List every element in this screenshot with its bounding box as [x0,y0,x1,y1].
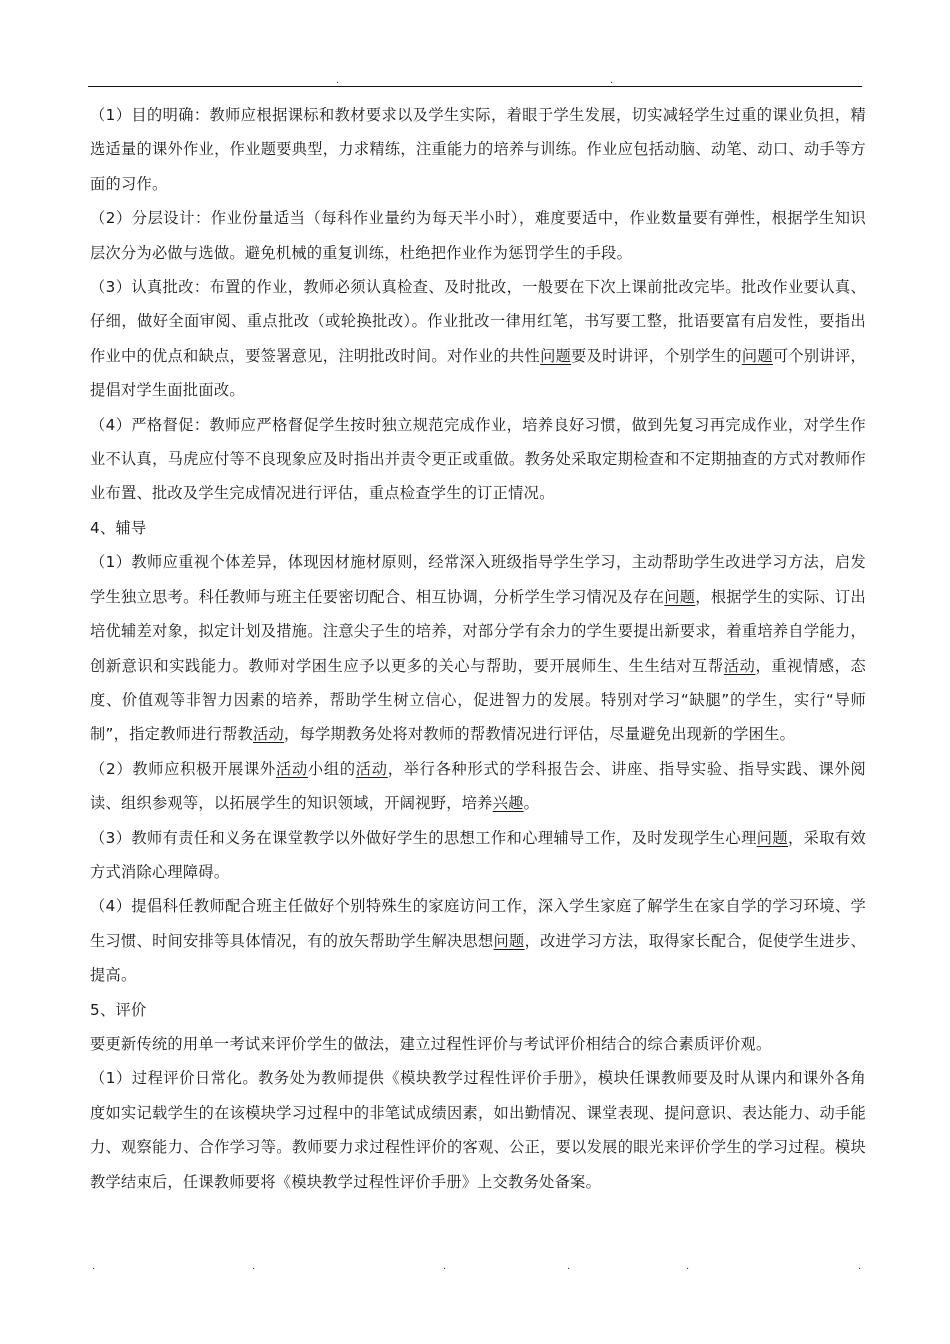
footer-dot: . [686,1261,690,1272]
text-run: 要更新传统的用单一考试来评价学生的做法，建立过程性评价与考试评价相结合的综合素质评价观。 [90,1034,772,1053]
text-run: （4）严格督促：教师应严格督促学生按时独立规范完成作业，培养良好习惯，做到先复习再完成作业，对学生作业不认真，马虎应付等不良现象应及时指出并责令更正或重做。教务处采取定期检查和不定期抽查的方式对教师作业布置、批改及学生完成情况进行评估，重点检查学生的订正情况。 [90,415,866,503]
paragraph [90,1061,866,1199]
paragraph [90,408,866,511]
underlined-term: 问题 [540,346,572,365]
text-run: （1）目的明确：教师应根据课标和教材要求以及学生实际，着眼于学生发展，切实减轻学生过重的课业负担，精选适量的课外作业，作业题要典型，力求精练，注重能力的培养与训练。作业应包括动脑、动笔、动口、动手等方面的习作。 [90,106,866,193]
header-rule [88,86,862,87]
text-run: （3）认真批改：布置的作业，教师必须认真检查、及时批改，一般要在下次上课前批改完毕。批改作业要认真、仔细，做好全面审阅、重点批改（或轮换批改）。作业批改一律用红笔，书写要工整，批语要富有启发性，要指出作业中的优点和缺点，要签署意见，注明批改时间。对作业的共性 [90,278,866,365]
footer-dot: . [92,1261,96,1272]
text-run: （3）教师有责任和义务在课堂教学以外做好学生的思想工作和心理辅导工作，及时发现学生心理 [90,828,757,847]
header-dot-right: . [610,75,614,86]
text-run: ，举行各种形式的学科报告会、讲座、指导实验、指导实践、课外阅读、组织参观等，以拓展学生的知识领域，开阔视野，培养 [90,759,867,813]
underlined-term: 活动 [253,725,285,744]
paragraph [90,752,866,821]
text-run: （2）分层设计：作业份量适当（每科作业量约为每天半小时），难度要适中，作业数量要有弹性，根据学生知识层次分为必做与选做。避免机械的重复训练，杜绝把作业作为惩罚学生的手段。 [90,209,866,262]
text-run: （2）教师应积极开展课外 [90,759,276,778]
section-heading [90,511,866,545]
text-run: ，每学期教务处将对教师的帮教情况进行评估，尽量避免出现新的学困生。 [284,725,796,744]
underlined-term: 问题 [741,346,773,365]
paragraph [90,821,866,890]
underlined-term: 兴趣 [492,794,524,813]
text-run: （1）过程评价日常化。教务处为教师提供《模块教学过程性评价手册》，模块任课教师要及时从课内和课外各角度如实记载学生的在该模块学习过程中的非笔试成绩因素，如出勤情况、课堂表现、提问意识、表达能力、动手能力、观察能力、合作学习等。教师要力求过程性评价的客观、公正，要以发展的眼光来评价学生的学习过程。模块教学结束后，任课教师要将《模块教学过程性评价手册》上交教务处备案。 [90,1069,866,1191]
footer-dot: . [567,1261,571,1272]
text-run: （4）提倡科任教师配合班主任做好个别特殊生的家庭访问工作，深入学生家庭了解学生在家自学的学习环境、学生习惯、时间安排等具体情况，有的放矢帮助学生解决思想 [90,897,866,950]
underlined-term: 问题 [664,587,696,606]
paragraph [90,201,866,270]
underlined-term: 活动 [723,656,756,675]
text-run: 4、辅导 [90,518,147,537]
footer-dot: . [443,1261,447,1272]
section-heading [90,993,866,1027]
footer-dot: . [252,1261,256,1272]
text-run: 。 [523,794,540,813]
paragraph [90,545,866,751]
text-run: ，改进学习方法，取得家长配合，促使学生进步、提高。 [90,931,866,985]
footer-dot: . [858,1261,862,1272]
text-run: ，根据学生的实际、订出培优辅差对象，拟定计划及措施。注意尖子生的培养，对部分学有余力的学生要提出新要求，着重培养自学能力，创新意识和实践能力。教师对学困生应予以更多的关心与帮助，要开展师生、生生结对互帮 [90,587,866,675]
paragraph [90,98,866,201]
document-body [90,98,866,1199]
text-run: ，采取有效方式消除心理障碍。 [90,828,867,881]
text-run: ，重视情感，态度、价值观等非智力因素的培养，帮助学生树立信心，促进智力的发展。特别对学习“缺腿”的学生，实行“导师制”，指定教师进行帮教 [90,656,866,744]
underlined-term: 活动 [275,759,308,778]
text-run: 可个别讲评，提倡对学生面批面改。 [90,346,866,400]
text-run: 要及时讲评，个别学生的 [571,346,742,365]
paragraph [90,270,866,408]
underlined-term: 活动 [355,759,388,778]
underlined-term: 问题 [493,931,525,950]
section-heading [90,1027,866,1061]
underlined-term: 问题 [756,828,788,847]
text-run: 5、评价 [90,1000,147,1019]
header-dot-left: . [336,75,340,86]
text-run: （1）教师应重视个体差异，体现因材施材原则，经常深入班级指导学生学习，主动帮助学生改进学习方法，启发学生独立思考。科任教师与班主任要密切配合、相互协调，分析学生学习情况及存在 [90,553,866,606]
text-run: 小组的 [307,759,356,778]
paragraph [90,889,866,992]
